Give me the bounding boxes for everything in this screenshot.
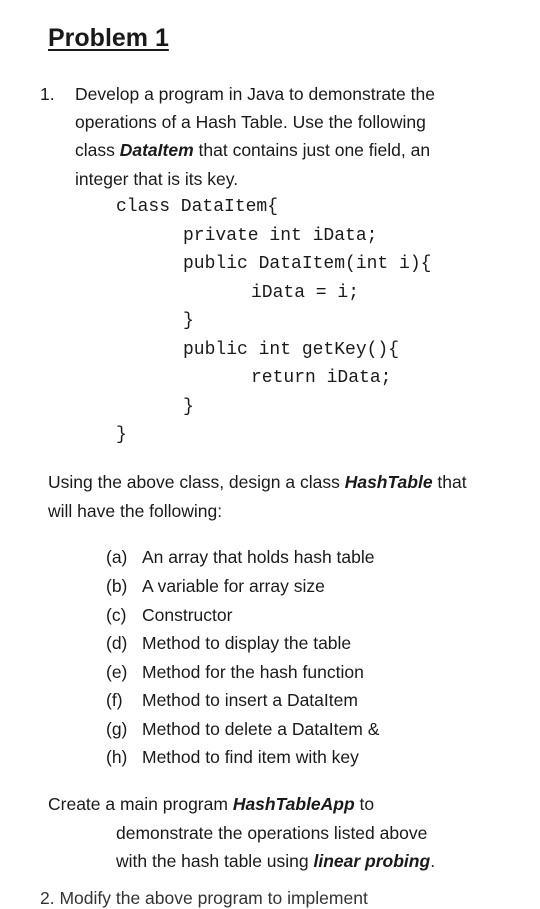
list-item	[106, 633, 351, 654]
list-label: (g)	[106, 719, 128, 739]
design-text: that	[432, 472, 467, 492]
list-label: (f)	[106, 690, 123, 710]
list-item	[106, 719, 379, 740]
code-line: iData = i;	[251, 283, 360, 303]
list-text: Method to display the table	[142, 633, 352, 653]
design-line-1	[48, 472, 467, 493]
list-label: (h)	[106, 747, 128, 767]
main-text: Create a main program	[48, 794, 233, 814]
main-text: with the hash table using	[116, 851, 314, 871]
main-text: to	[354, 794, 375, 814]
hashtable-class-name: HashTable	[344, 472, 433, 492]
main-text: .	[430, 851, 436, 871]
item-number: 1.	[40, 84, 55, 104]
page-title: Problem 1	[48, 24, 169, 52]
intro-line-2: operations of a Hash Table. Use the following	[75, 112, 426, 132]
list-label: (b)	[106, 576, 128, 596]
intro-text: class	[75, 140, 120, 160]
code-line: }	[116, 425, 127, 445]
list-text: An array that holds hash table	[142, 547, 375, 567]
intro-line-1: Develop a program in Java to demonstrate the	[75, 84, 435, 104]
design-line-2: will have the following:	[48, 501, 223, 521]
code-line: }	[183, 311, 194, 331]
intro-line-4: integer that is its key.	[75, 169, 239, 189]
list-item	[106, 662, 364, 683]
code-line: public int getKey(){	[183, 340, 400, 360]
main-line-2: demonstrate the operations listed above	[116, 823, 428, 843]
list-label: (a)	[106, 547, 128, 567]
list-item	[106, 690, 358, 711]
intro-text: that contains just one field, an	[193, 140, 431, 160]
intro-line-3	[75, 140, 430, 161]
list-text: Method for the hash function	[142, 662, 364, 682]
list-label: (c)	[106, 605, 127, 625]
linear-probing-emphasis: linear probing	[313, 851, 431, 871]
list-text: Method to find item with key	[142, 747, 359, 767]
dataitem-class-name: DataItem	[119, 140, 194, 160]
list-item	[106, 605, 232, 626]
list-text: Method to delete a DataItem &	[142, 719, 380, 739]
list-label: (d)	[106, 633, 128, 653]
hashtableapp-class-name: HashTableApp	[232, 794, 355, 814]
list-text: A variable for array size	[142, 576, 325, 596]
main-line-3	[116, 851, 435, 872]
code-line: public DataItem(int i){	[183, 254, 432, 274]
code-line: private int iData;	[183, 226, 378, 246]
code-line: return iData;	[251, 368, 392, 388]
main-line-1	[48, 794, 374, 815]
list-text: Constructor	[142, 605, 233, 625]
list-item	[106, 747, 359, 768]
design-text: Using the above class, design a class	[48, 472, 345, 492]
list-label: (e)	[106, 662, 128, 682]
list-item	[106, 547, 375, 568]
list-item	[106, 576, 325, 597]
cut-off-next-item: 2. Modify the above program to implement	[40, 888, 368, 908]
code-line: }	[183, 397, 194, 417]
code-line: class DataItem{	[116, 197, 279, 217]
list-text: Method to insert a DataItem	[142, 690, 358, 710]
